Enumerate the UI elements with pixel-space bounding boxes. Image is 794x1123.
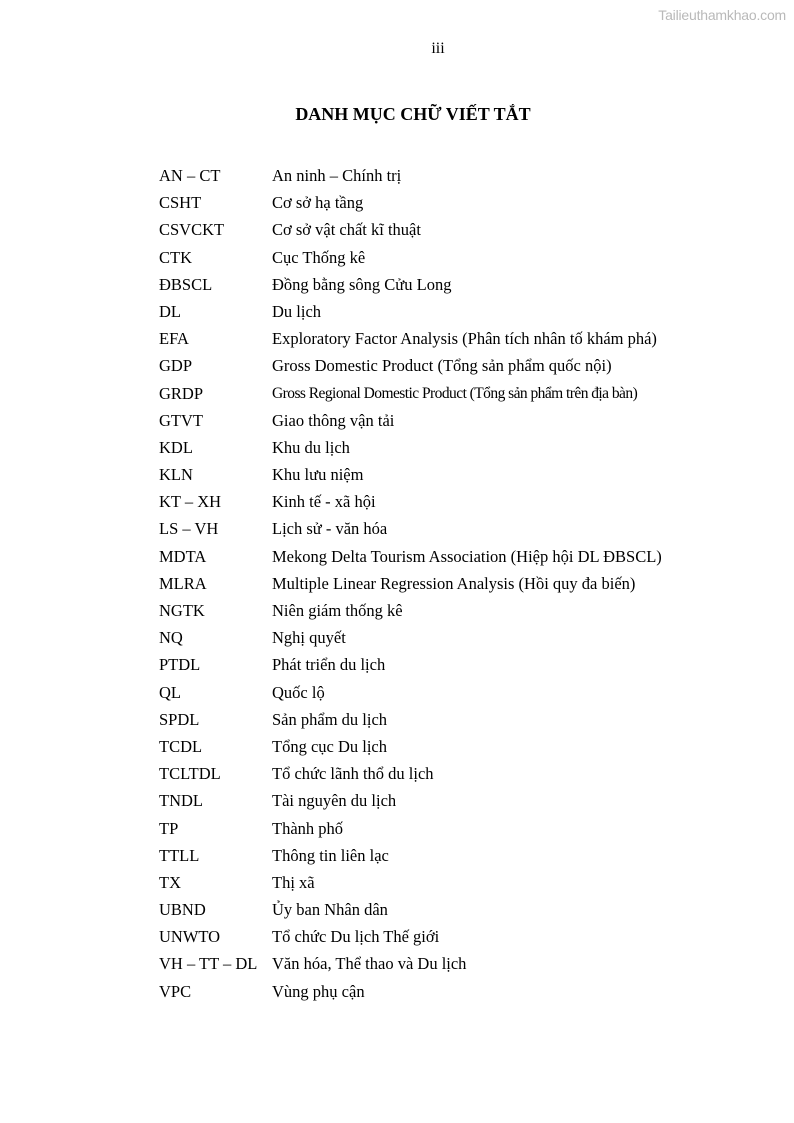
abbreviation-row: [159, 410, 779, 437]
abbreviation-code: QL: [159, 682, 181, 702]
abbreviation-row: [159, 682, 779, 709]
abbreviation-code: TNDL: [159, 791, 203, 811]
abbreviation-code: CTK: [159, 247, 192, 267]
abbreviation-meaning: Lịch sử - văn hóa: [272, 519, 388, 539]
abbreviation-row: [159, 274, 779, 301]
abbreviation-code: NQ: [159, 628, 183, 648]
abbreviation-meaning: Tài nguyên du lịch: [272, 791, 397, 811]
abbreviation-code: PTDL: [159, 655, 201, 675]
abbreviation-code: KT – XH: [159, 492, 222, 512]
abbreviation-row: [159, 247, 779, 274]
abbreviation-meaning: Du lịch: [272, 301, 322, 321]
abbreviation-code: TCLTDL: [159, 764, 221, 784]
abbreviation-row: [159, 546, 779, 573]
abbreviation-code: UBND: [159, 900, 206, 920]
abbreviation-code: CSHT: [159, 193, 202, 213]
abbreviation-code: GTVT: [159, 410, 203, 430]
abbreviation-meaning: Tổ chức lãnh thổ du lịch: [272, 764, 434, 784]
abbreviation-row: [159, 981, 779, 1008]
abbreviation-code: MLRA: [159, 573, 207, 593]
abbreviation-meaning: Mekong Delta Tourism Association (Hiệp hội DL ĐBSCL): [272, 546, 662, 566]
abbreviation-row: [159, 627, 779, 654]
abbreviation-meaning: Exploratory Factor Analysis (Phân tích nhân tố khám phá): [272, 329, 657, 349]
abbreviation-code: NGTK: [159, 601, 205, 620]
abbreviation-code: ĐBSCL: [159, 274, 213, 294]
abbreviation-meaning: Tổ chức Du lịch Thế giới: [272, 927, 440, 947]
abbreviation-meaning: Thành phố: [272, 818, 344, 838]
abbreviation-code: VH – TT – DL: [159, 954, 258, 974]
abbreviation-meaning: Kinh tế - xã hội: [272, 492, 376, 512]
abbreviation-row: [159, 818, 779, 845]
abbreviation-meaning: An ninh – Chính trị: [272, 166, 402, 185]
abbreviation-row: [159, 763, 779, 790]
abbreviation-meaning: Tổng cục Du lịch: [272, 736, 388, 756]
abbreviation-row: [159, 192, 779, 219]
abbreviation-meaning: Gross Regional Domestic Product (Tổng sản phẩm trên địa bàn): [272, 384, 638, 402]
abbreviation-meaning: Niên giám thống kê: [272, 601, 403, 620]
abbreviation-meaning: Gross Domestic Product (Tổng sản phẩm quốc nội): [272, 356, 612, 376]
page-title: DANH MỤC CHỮ VIẾT TẮT: [295, 104, 531, 124]
abbreviation-code: LS – VH: [159, 519, 219, 539]
abbreviation-code: TTLL: [159, 845, 200, 865]
abbreviation-row: [159, 383, 779, 410]
abbreviation-meaning: Giao thông vận tải: [272, 410, 395, 430]
abbreviation-meaning: Multiple Linear Regression Analysis (Hồi quy đa biến): [272, 573, 636, 593]
abbreviation-meaning: Vùng phụ cận: [272, 981, 365, 1001]
abbreviation-code: KLN: [159, 465, 193, 485]
abbreviation-code: TP: [159, 818, 179, 838]
abbreviation-code: GRDP: [159, 383, 204, 403]
abbreviation-row: [159, 899, 779, 926]
abbreviation-row: [159, 654, 779, 681]
page-number: iii: [431, 40, 445, 57]
abbreviation-meaning: Thông tin liên lạc: [272, 845, 389, 865]
abbreviation-list: [159, 165, 779, 1008]
abbreviation-row: [159, 953, 779, 980]
abbreviation-row: [159, 790, 779, 817]
abbreviation-meaning: Nghị quyết: [272, 628, 346, 648]
abbreviation-meaning: Cục Thống kê: [272, 247, 366, 267]
abbreviation-meaning: Sản phẩm du lịch: [272, 709, 388, 729]
watermark: Tailieuthamkhao.com: [658, 7, 786, 23]
abbreviation-meaning: Ủy ban Nhân dân: [272, 900, 388, 920]
abbreviation-row: [159, 219, 779, 246]
abbreviation-meaning: Cơ sở hạ tầng: [272, 193, 364, 213]
abbreviation-row: [159, 926, 779, 953]
abbreviation-meaning: Phát triển du lịch: [272, 655, 386, 675]
abbreviation-code: VPC: [159, 981, 192, 1001]
abbreviation-code: TX: [159, 872, 181, 892]
abbreviation-code: CSVCKT: [159, 220, 225, 240]
abbreviation-code: GDP: [159, 356, 193, 376]
abbreviation-code: AN – CT: [159, 166, 221, 185]
abbreviation-row: [159, 736, 779, 763]
abbreviation-row: [159, 872, 779, 899]
abbreviation-code: DL: [159, 301, 181, 321]
abbreviation-code: KDL: [159, 437, 193, 457]
abbreviation-row: [159, 518, 779, 545]
abbreviation-meaning: Đồng bằng sông Cửu Long: [272, 274, 452, 294]
abbreviation-code: UNWTO: [159, 927, 221, 947]
abbreviation-row: [159, 491, 779, 518]
abbreviation-row: [159, 573, 779, 600]
abbreviation-row: [159, 355, 779, 382]
abbreviation-row: [159, 165, 779, 192]
abbreviation-meaning: Khu du lịch: [272, 437, 350, 457]
abbreviation-row: [159, 845, 779, 872]
abbreviation-row: [159, 464, 779, 491]
abbreviation-code: TCDL: [159, 736, 203, 756]
abbreviation-code: MDTA: [159, 546, 207, 566]
abbreviation-row: [159, 328, 779, 355]
abbreviation-meaning: Quốc lộ: [272, 682, 325, 702]
abbreviation-row: [159, 301, 779, 328]
abbreviation-code: SPDL: [159, 709, 200, 729]
abbreviation-row: [159, 600, 779, 627]
abbreviation-meaning: Thị xã: [272, 872, 315, 892]
abbreviation-meaning: Cơ sở vật chất kĩ thuật: [272, 220, 421, 240]
abbreviation-row: [159, 709, 779, 736]
abbreviation-code: EFA: [159, 329, 189, 349]
abbreviation-meaning: Văn hóa, Thể thao và Du lịch: [272, 954, 467, 974]
abbreviation-meaning: Khu lưu niệm: [272, 465, 364, 485]
abbreviation-row: [159, 437, 779, 464]
